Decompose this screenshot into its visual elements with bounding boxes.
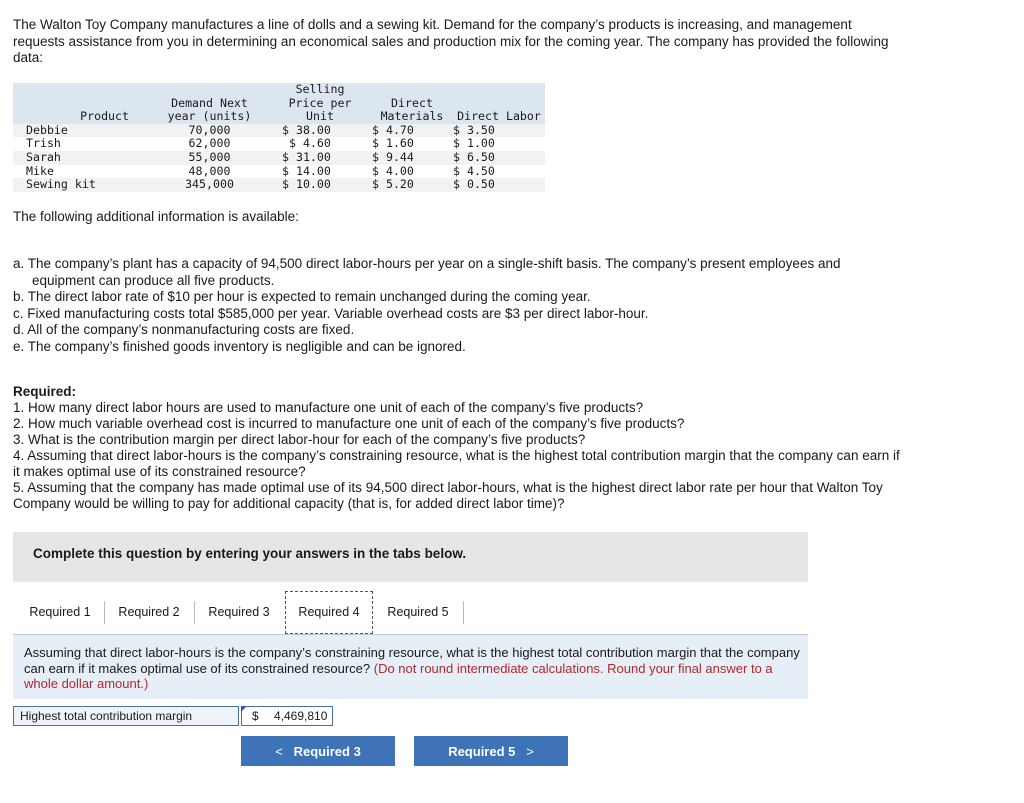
info-list xyxy=(13,256,903,355)
cell-dl: $ 1.00 xyxy=(452,137,545,151)
tab-required-2[interactable]: Required 2 xyxy=(106,591,192,634)
tab-required-4[interactable]: Required 4 xyxy=(285,591,373,634)
cell-dm: $ 9.44 xyxy=(358,151,452,165)
product-data-table-wrap xyxy=(13,83,545,192)
cell-product: Mike xyxy=(13,165,137,179)
cell-dl: $ 4.50 xyxy=(452,165,545,179)
instruction-text: Complete this question by entering your answers in the tabs below. xyxy=(33,546,467,561)
currency-symbol: $ xyxy=(252,709,259,723)
required-item: 3. What is the contribution margin per direct labor-hour for each of the company’s five products? xyxy=(13,432,586,447)
answer-value[interactable]: 4,469,810 xyxy=(274,709,328,723)
cell-price: $ 4.60 xyxy=(282,137,358,151)
cell-demand: 70,000 xyxy=(137,124,282,138)
cell-dl: $ 0.50 xyxy=(452,178,545,192)
cell-price: $ 31.00 xyxy=(282,151,358,165)
list-item: b. The direct labor rate of $10 per hour is expected to remain unchanged during the coming year. xyxy=(13,289,591,304)
tab-divider xyxy=(104,601,105,624)
cell-dl: $ 6.50 xyxy=(452,151,545,165)
answer-label: Highest total contribution margin xyxy=(13,706,239,726)
cell-product: Sewing kit xyxy=(13,178,137,192)
table-row xyxy=(13,165,545,179)
cell-price: $ 38.00 xyxy=(282,124,358,138)
cell-demand: 48,000 xyxy=(137,165,282,179)
cell-price: $ 10.00 xyxy=(282,178,358,192)
chevron-right-icon: > xyxy=(526,744,534,759)
cell-demand: 55,000 xyxy=(137,151,282,165)
table-row xyxy=(13,137,545,151)
tab-divider xyxy=(463,601,464,624)
table-row xyxy=(13,151,545,165)
cell-dm: $ 4.00 xyxy=(358,165,452,179)
required-item: 1. How many direct labor hours are used to manufacture one unit of each of the company’s five products? xyxy=(13,400,644,415)
additional-info-label: The following additional information is available: xyxy=(13,209,299,224)
table-row xyxy=(13,124,545,138)
answer-marker-icon xyxy=(241,706,247,712)
cell-product: Trish xyxy=(13,137,137,151)
next-button-label: Required 5 xyxy=(448,744,516,759)
answer-input[interactable] xyxy=(241,706,333,726)
question-body: Assuming that direct labor-hours is the company’s constraining resource, what is the highest total contribution margin that the company can earn if it makes optimal use of its constrained resource? xyxy=(24,645,800,676)
instruction-banner xyxy=(13,532,808,582)
cell-product: Sarah xyxy=(13,151,137,165)
cell-price: $ 14.00 xyxy=(282,165,358,179)
required-section xyxy=(13,384,903,512)
list-item: c. Fixed manufacturing costs total $585,000 per year. Variable overhead costs are $3 per direct labor-hour. xyxy=(13,305,649,321)
tab-required-5[interactable]: Required 5 xyxy=(375,591,461,634)
cell-demand: 345,000 xyxy=(137,178,282,192)
required-item: 2. How much variable overhead cost is incurred to manufacture one unit of each of the company’s five products? xyxy=(13,416,685,431)
list-item: d. All of the company’s nonmanufacturing costs are fixed. xyxy=(13,322,355,337)
list-item: e. The company’s finished goods inventory is negligible and can be ignored. xyxy=(13,338,466,354)
header-demand: Demand Next year (units) xyxy=(137,83,282,124)
question-text xyxy=(24,645,804,692)
question-panel xyxy=(13,634,808,699)
cell-dm: $ 1.60 xyxy=(358,137,452,151)
header-product: Product xyxy=(13,83,137,124)
tab-required-3[interactable]: Required 3 xyxy=(196,591,282,634)
cell-dm: $ 5.20 xyxy=(358,178,452,192)
next-required-button[interactable] xyxy=(414,736,568,766)
product-data-table xyxy=(13,83,545,192)
cell-product: Debbie xyxy=(13,124,137,138)
list-item: a. The company’s plant has a capacity of 94,500 direct labor-hours per year on a single-shift basis. The company’s present employees and equipment can produce all five products. xyxy=(13,256,841,288)
required-item: 4. Assuming that direct labor-hours is the company’s constraining resource, what is the highest total contribution margin that the company can earn if it makes optimal use of its constrained resource? xyxy=(13,448,900,479)
required-title: Required: xyxy=(13,384,77,399)
header-direct-labor: Direct Labor xyxy=(452,83,545,124)
intro-text: The Walton Toy Company manufactures a line of dolls and a sewing kit. Demand for the company’s products is increasing, and management requests assistance from you in determining an economical sales and production mix for the coming year. The company has provided the following data: xyxy=(13,17,889,65)
required-item: 5. Assuming that the company has made optimal use of its 94,500 direct labor-hours, what is the highest direct labor rate per hour that Walton Toy Company would be willing to pay for additional capacity (that is, for added direct labor time)? xyxy=(13,480,883,511)
cell-dm: $ 4.70 xyxy=(358,124,452,138)
tab-required-1[interactable]: Required 1 xyxy=(17,591,103,634)
prev-required-button[interactable] xyxy=(241,736,395,766)
chevron-left-icon: < xyxy=(275,744,283,759)
prev-button-label: Required 3 xyxy=(293,744,361,759)
cell-dl: $ 3.50 xyxy=(452,124,545,138)
tab-divider xyxy=(194,601,195,624)
question-note: (Do not round intermediate calculations. Round your final answer to a whole dollar amount.) xyxy=(24,660,773,691)
cell-demand: 62,000 xyxy=(137,137,282,151)
header-price: Selling Price per Unit xyxy=(282,83,358,124)
header-direct-materials: Direct Materials xyxy=(358,83,452,124)
table-row xyxy=(13,178,545,192)
